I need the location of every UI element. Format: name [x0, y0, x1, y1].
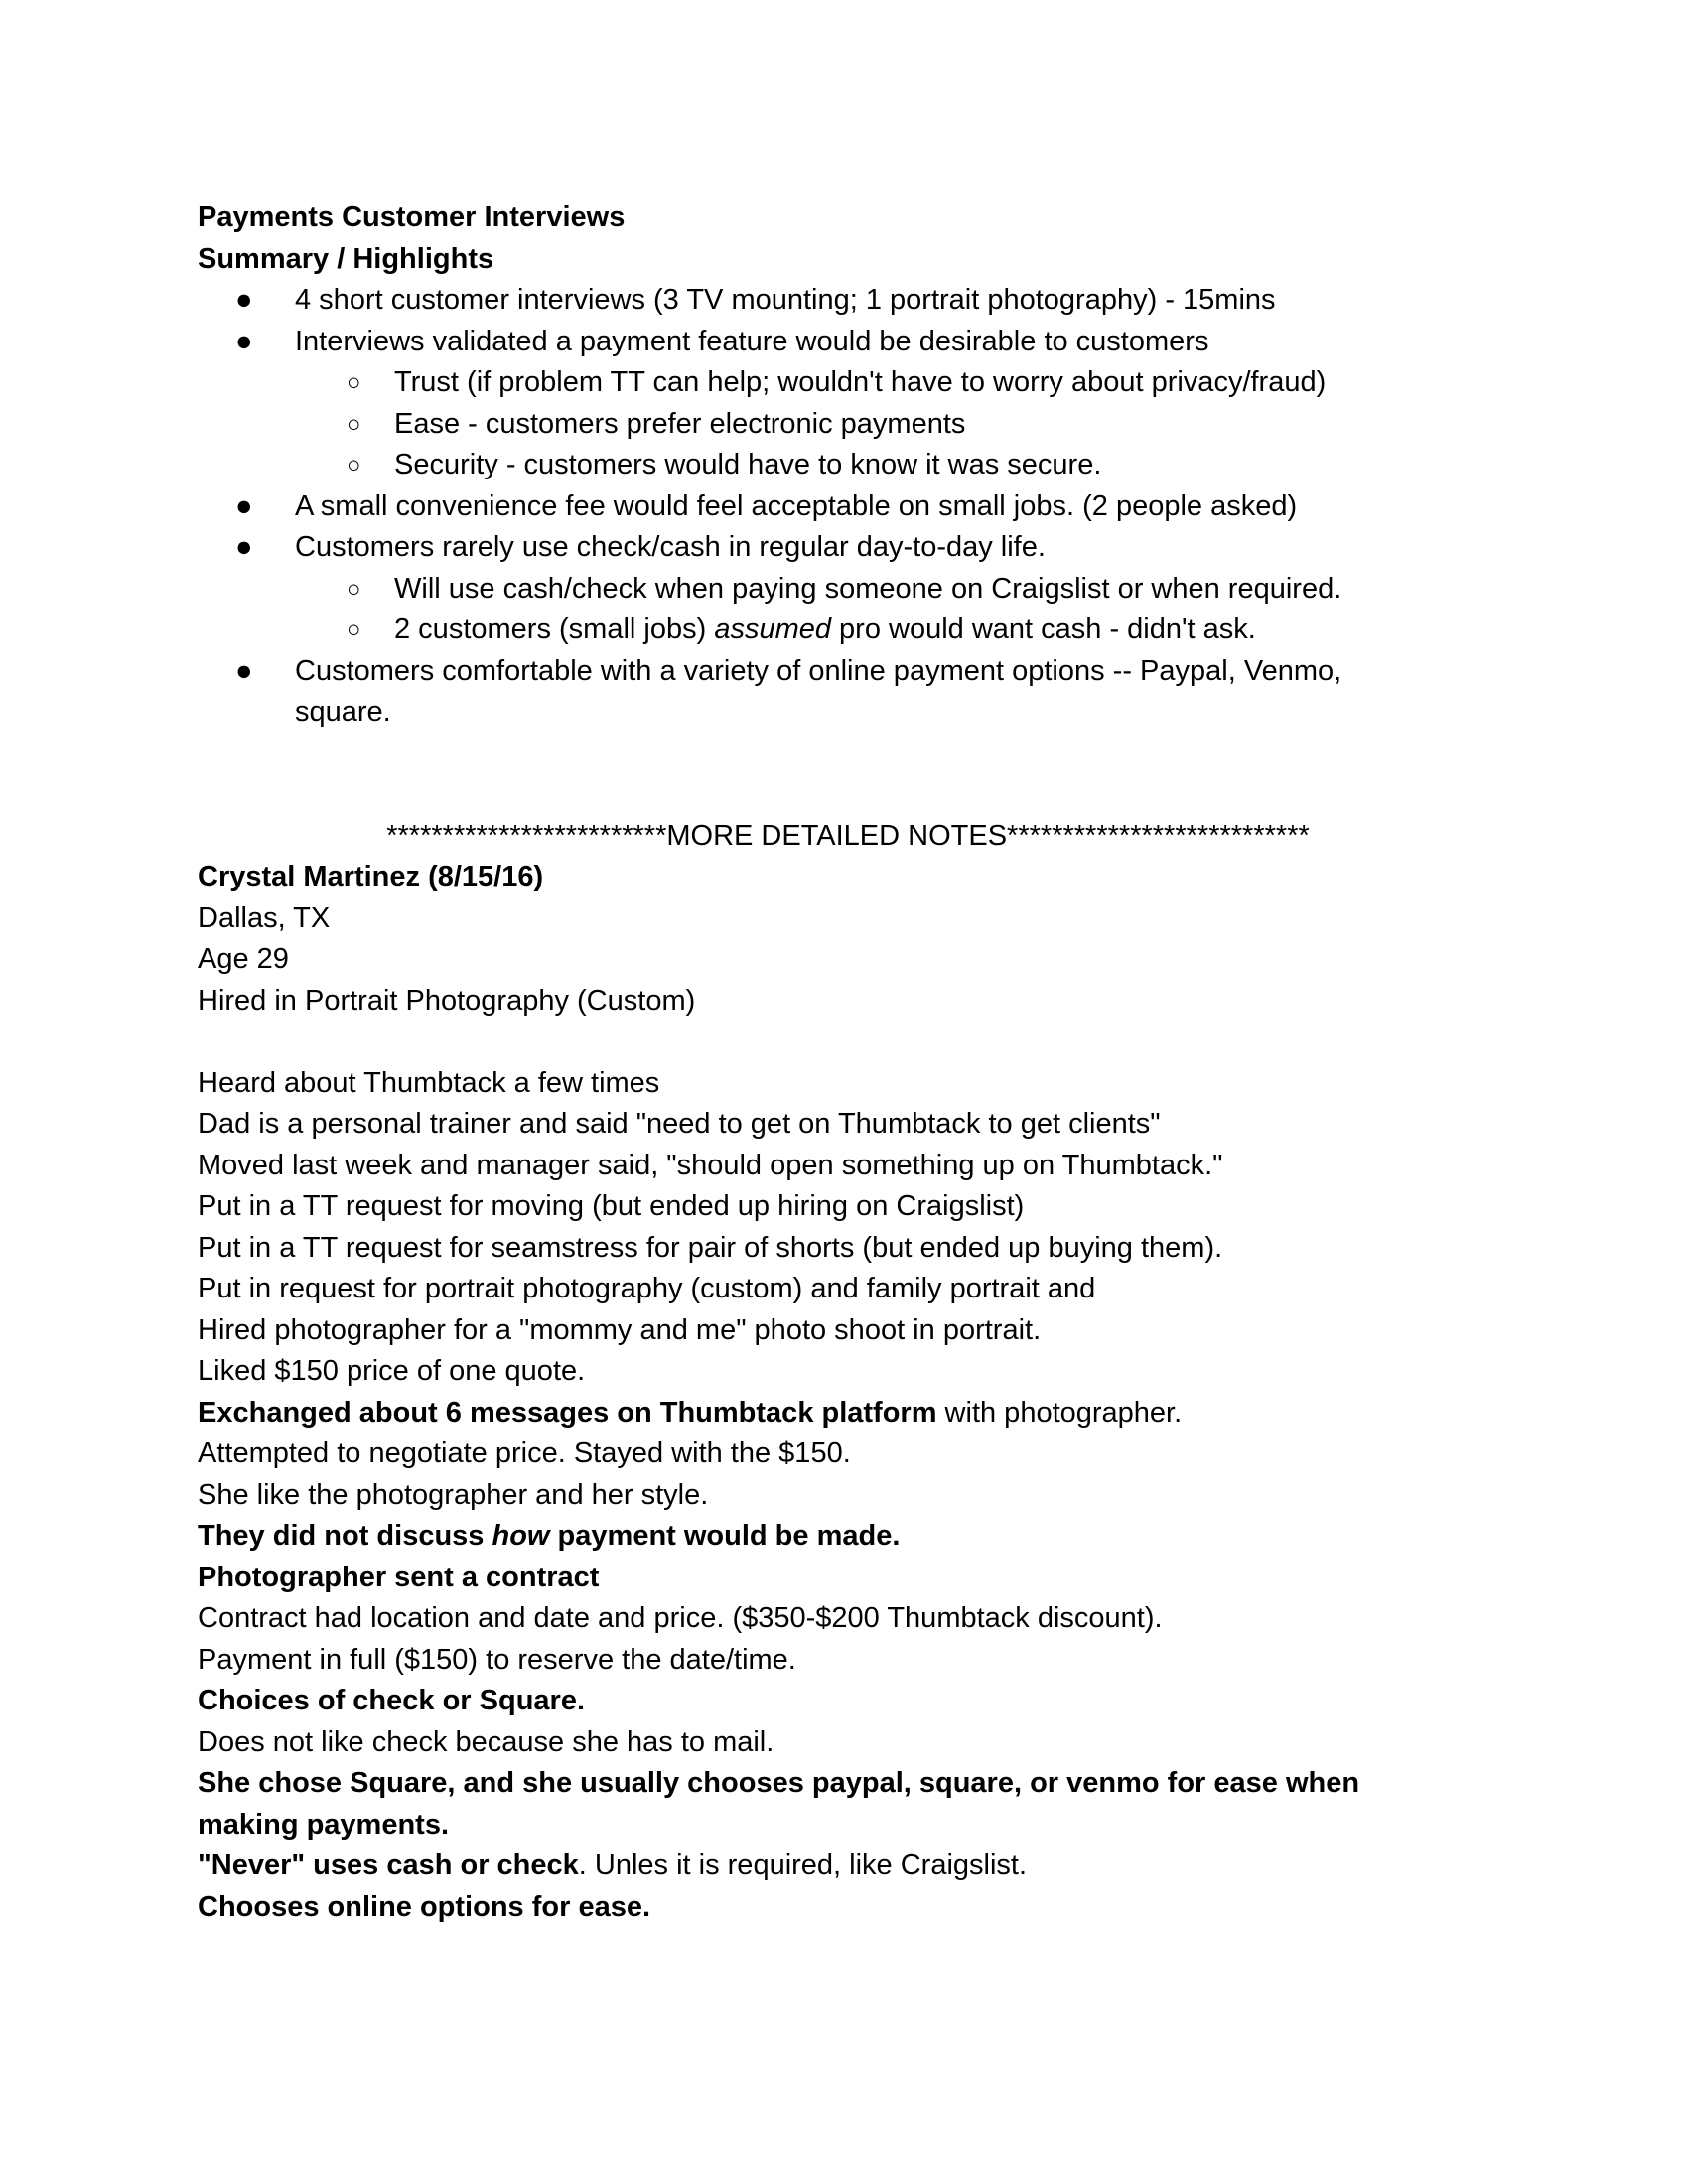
highlight-text: Customers comfortable with a variety of online payment options -- Paypal, Venmo, square.	[295, 654, 1342, 728]
note-line	[198, 1516, 1498, 1558]
note-line: making payments.	[198, 1808, 450, 1841]
sub-highlight-item	[198, 569, 1498, 611]
sub-highlight-text: Trust (if problem TT can help; wouldn't have to worry about privacy/fraud)	[394, 366, 1327, 398]
sub-highlight-text: Ease - customers prefer electronic payments	[394, 407, 966, 440]
note-line: Chooses online options for ease.	[198, 1890, 651, 1923]
highlight-item	[198, 527, 1498, 569]
note-rest: . Unles it is required, like Craigslist.	[578, 1849, 1028, 1881]
bullet-icon: ●	[235, 325, 253, 357]
note-line: Heard about Thumbtack a few times	[198, 1066, 660, 1099]
sub-highlights-list	[198, 362, 1498, 486]
note-line: Dad is a personal trainer and said "need to get on Thumbtack to get clients"	[198, 1108, 1161, 1140]
highlight-text: Interviews validated a payment feature would be desirable to customers	[295, 325, 1209, 357]
sub-highlight-item	[198, 610, 1498, 651]
note-line: Put in a TT request for moving (but ended up hiring on Craigslist)	[198, 1190, 1025, 1222]
note-line: Moved last week and manager said, "should open something up on Thumbtack."	[198, 1149, 1223, 1181]
note-bold: Exchanged about 6 messages on Thumbtack platform	[198, 1396, 937, 1429]
sub-list-container	[198, 569, 1498, 651]
highlight-item	[198, 651, 1498, 734]
note-line: She like the photographer and her style.	[198, 1478, 709, 1511]
highlight-item	[198, 486, 1498, 528]
note-line: Photographer sent a contract	[198, 1561, 600, 1593]
hollow-bullet-icon: ○	[347, 575, 361, 603]
note-line: Liked $150 price of one quote.	[198, 1355, 586, 1387]
hollow-bullet-icon: ○	[347, 452, 361, 478]
note-emphasis: how	[492, 1520, 550, 1552]
note-line: Payment in full ($150) to reserve the date/time.	[198, 1643, 796, 1676]
note-line: Hired photographer for a "mommy and me" photo shoot in portrait.	[198, 1313, 1042, 1346]
hollow-bullet-icon: ○	[347, 616, 361, 643]
sub-highlight-text: Security - customers would have to know it was secure.	[394, 449, 1102, 480]
sub-highlight-text: Will use cash/check when paying someone on Craigslist or when required.	[394, 572, 1342, 605]
note-line: Does not like check because she has to mail.	[198, 1725, 774, 1758]
note-line: Contract had location and date and price. ($350-$200 Thumbtack discount).	[198, 1602, 1163, 1634]
note-bold: "Never" uses cash or check	[198, 1849, 579, 1881]
interviewee-age: Age 29	[198, 943, 289, 975]
sub-list-container	[198, 362, 1498, 486]
note-line	[198, 1845, 1498, 1887]
summary-heading: Summary / Highlights	[198, 242, 494, 275]
section-divider: *************************MORE DETAILED NOTES***************************	[386, 819, 1310, 852]
interviewee-hired: Hired in Portrait Photography (Custom)	[198, 984, 696, 1017]
highlight-text: 4 short customer interviews (3 TV mounting; 1 portrait photography) - 15mins	[295, 284, 1276, 316]
document-content	[198, 198, 1498, 1928]
highlight-text: Customers rarely use check/cash in regular day-to-day life.	[295, 531, 1046, 563]
sub-highlight-text-pre: 2 customers (small jobs)	[394, 614, 715, 645]
note-line: Put in request for portrait photography (custom) and family portrait and	[198, 1273, 1096, 1304]
sub-highlight-emphasis: assumed	[714, 614, 831, 645]
note-line: Put in a TT request for seamstress for pair of shorts (but ended up buying them).	[198, 1231, 1223, 1264]
document-title: Payments Customer Interviews	[198, 202, 626, 233]
highlights-list	[198, 280, 1498, 734]
bullet-icon: ●	[235, 654, 253, 687]
note-pre: They did not discuss	[198, 1520, 492, 1552]
sub-highlight-item	[198, 445, 1498, 486]
spacer	[198, 1022, 1498, 1063]
interviewee-location: Dallas, TX	[198, 901, 331, 934]
bullet-icon: ●	[235, 284, 253, 316]
highlight-text: A small convenience fee would feel acceptable on small jobs. (2 people asked)	[295, 489, 1298, 522]
highlight-item	[198, 322, 1498, 363]
note-post: payment would be made.	[549, 1520, 901, 1552]
sub-highlights-list	[198, 569, 1498, 651]
highlight-item	[198, 280, 1498, 322]
spacer	[198, 734, 1498, 816]
interviewee-name: Crystal Martinez (8/15/16)	[198, 861, 544, 892]
bullet-icon: ●	[235, 489, 253, 522]
note-line	[198, 1393, 1498, 1434]
note-rest: with photographer.	[936, 1396, 1183, 1429]
note-line: Attempted to negotiate price. Stayed with the $150.	[198, 1437, 851, 1469]
hollow-bullet-icon: ○	[347, 410, 361, 438]
bullet-icon: ●	[235, 531, 253, 563]
hollow-bullet-icon: ○	[347, 369, 361, 396]
note-line: Choices of check or Square.	[198, 1685, 586, 1716]
sub-highlight-text-post: pro would want cash - didn't ask.	[830, 614, 1256, 645]
note-line: She chose Square, and she usually chooses paypal, square, or venmo for ease when	[198, 1767, 1360, 1799]
sub-highlight-item	[198, 362, 1498, 404]
sub-highlight-item	[198, 404, 1498, 446]
